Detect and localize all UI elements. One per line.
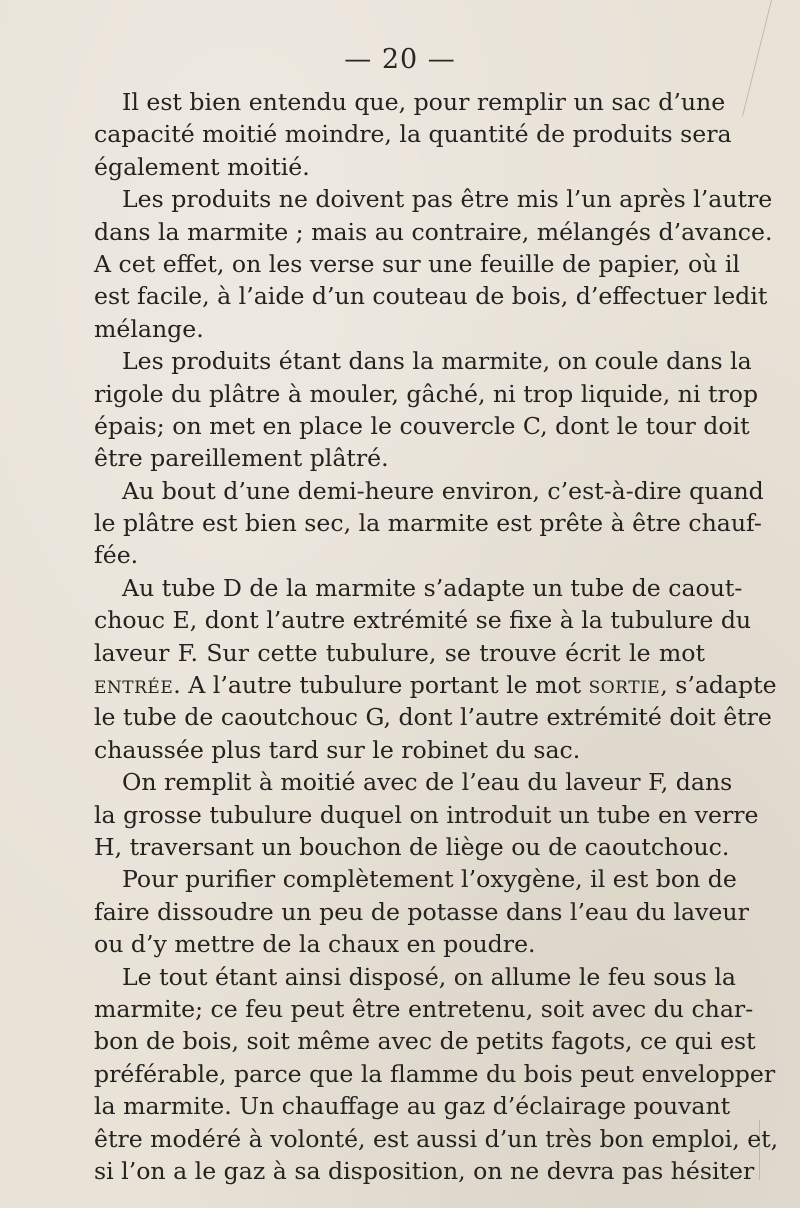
text-line [94,86,726,118]
text-line [94,799,759,831]
text-line [94,475,764,507]
text-segment: Au bout d’une demi-heure environ, c’est-à-dire quand [122,476,764,505]
text-segment: , s’adapte [660,671,777,700]
text-segment: capacité moitié moindre, la quantité de produits sera [94,120,732,149]
text-segment: Pour purifier complètement l’oxygène, il est bon de [122,865,737,894]
text-line [94,896,749,928]
body-text [94,86,779,1187]
text-line [94,766,733,798]
text-segment: chouc E, dont l’autre extrémité se fixe à la tubulure du [94,606,752,635]
text-segment: si l’on a le gaz à sa disposition, on ne devra pas hésiter [94,1156,755,1185]
text-segment: le plâtre est bien sec, la marmite est prête à être chauf- [94,509,762,538]
text-line [94,280,768,312]
text-segment: Les produits ne doivent pas être mis l’un après l’autre [122,185,773,214]
text-line [94,539,705,571]
text-segment: être pareillement plâtré. [94,444,389,473]
text-segment: fée. [94,541,139,570]
text-segment: Le tout étant ainsi disposé, on allume le feu sous la [122,962,736,991]
text-segment: ou d’y mettre de la chaux en poudre. [94,930,536,959]
text-segment: marmite; ce feu peut être entretenu, soit avec du char- [94,994,754,1023]
text-line [94,410,750,442]
text-line [94,216,773,248]
text-segment: Au tube D de la marmite s’adapte un tube de caout- [122,573,743,602]
text-segment: dans la marmite ; mais au contraire, mélangés d’avance. [94,217,773,246]
text-line [94,248,740,280]
text-segment: rigole du plâtre à mouler, gâché, ni trop liquide, ni trop [94,379,759,408]
text-segment: épais; on met en place le couvercle C, dont le tour doit [94,411,750,440]
text-line [94,507,762,539]
text-line [94,701,772,733]
text-line [94,1090,731,1122]
text-line [94,993,754,1025]
text-segment: On remplit à moitié avec de l’eau du laveur F, dans [122,768,733,797]
text-line [94,1058,776,1090]
text-segment: faire dissoudre un peu de potasse dans l’eau du laveur [94,897,749,926]
small-caps-word: sortie [588,671,661,700]
text-segment: A cet effet, on les verse sur une feuille de papier, où il [94,249,740,278]
text-line [94,572,743,604]
text-line [94,734,705,766]
text-segment: la marmite. Un chauffage au gaz d’éclairage pouvant [94,1092,731,1121]
text-line [94,604,752,636]
text-segment: préférable, parce que la flamme du bois peut envelopper [94,1059,776,1088]
page-number: — 20 — [344,44,456,75]
text-segment: mélange. [94,314,204,343]
text-line [94,669,777,701]
text-segment: H, traversant un bouchon de liège ou de caoutchouc. [94,832,730,861]
text-line [94,831,730,863]
text-line [94,637,705,669]
text-line [94,151,705,183]
text-segment: le tube de caoutchouc G, dont l’autre extrémité doit être [94,703,772,732]
text-segment: bon de bois, soit même avec de petits fagots, ce qui est [94,1027,756,1056]
text-segment: la grosse tubulure duquel on introduit un tube en verre [94,800,759,829]
text-line [94,1123,779,1155]
text-line [94,1025,756,1057]
text-segment: également moitié. [94,152,310,181]
text-line [94,313,705,345]
text-line [94,378,759,410]
text-segment: chaussée plus tard sur le robinet du sac. [94,735,581,764]
text-segment: laveur F. Sur cette tubulure, se trouve écrit le mot [94,638,705,667]
text-line [94,183,773,215]
text-line [94,961,736,993]
text-segment: Les produits étant dans la marmite, on coule dans la [122,347,752,376]
text-line [94,118,732,150]
text-segment: . A l’autre tubulure portant le mot [173,671,589,700]
text-line [94,442,705,474]
text-line [94,863,737,895]
text-segment: être modéré à volonté, est aussi d’un très bon emploi, et, [94,1124,779,1153]
text-line [94,928,705,960]
text-line [94,1155,755,1187]
small-caps-word: entrée [94,671,174,700]
text-segment: est facile, à l’aide d’un couteau de bois, d’effectuer ledit [94,282,768,311]
text-segment: Il est bien entendu que, pour remplir un sac d’une [122,88,726,116]
text-line [94,345,752,377]
